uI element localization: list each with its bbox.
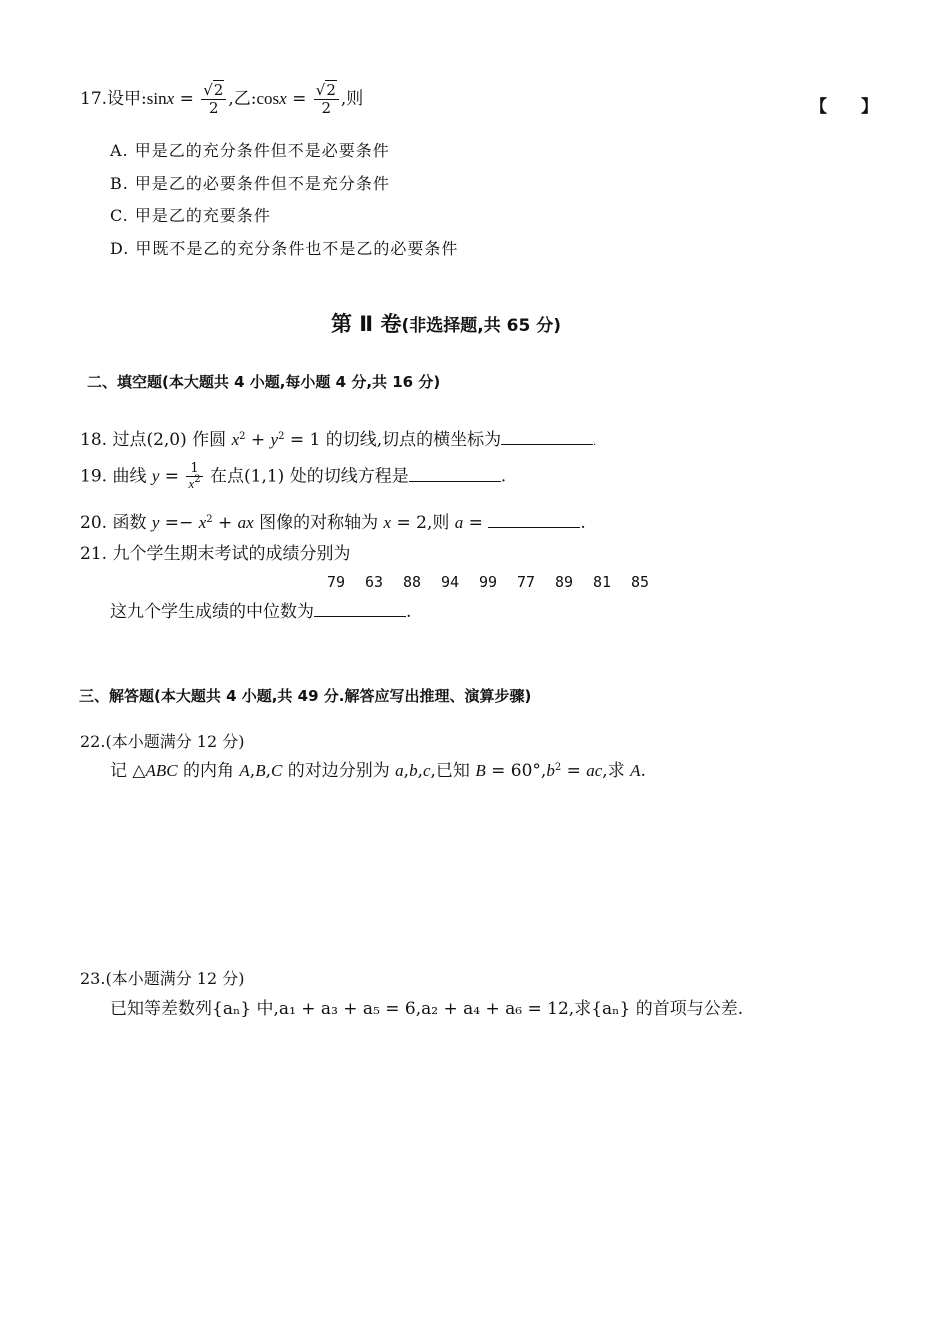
question-22-body bbox=[110, 760, 646, 782]
q17-colon: : bbox=[141, 89, 147, 109]
q17-x-2: x bbox=[279, 89, 287, 108]
q19-den-sup: 2 bbox=[194, 474, 201, 485]
q18-sup-1: 2 bbox=[239, 431, 246, 442]
q18-x: x bbox=[231, 430, 240, 449]
q22-text-f: = 60°, bbox=[485, 761, 547, 781]
section-2-title-main: 第 Ⅱ 卷 bbox=[331, 312, 402, 336]
q22-eq: = bbox=[561, 761, 587, 781]
question-22-header: 22.(本小题满分 12 分) bbox=[80, 732, 245, 751]
q18-text-b: = 1 的切线,切点的横坐标为 bbox=[284, 430, 502, 450]
q19-numerator: 1 bbox=[186, 462, 202, 477]
q18-sup-2: 2 bbox=[278, 431, 285, 442]
answer-bracket: 【 】 bbox=[810, 97, 878, 117]
score: 77 bbox=[517, 573, 536, 591]
q20-text-d: 图像的对称轴为 bbox=[253, 513, 384, 533]
section-2-title bbox=[331, 308, 561, 338]
q20-sup: 2 bbox=[206, 514, 213, 525]
q20-text-e: = 2,则 bbox=[391, 513, 455, 533]
q22-text-a: 记 △ bbox=[110, 761, 146, 781]
q22-comma: , bbox=[265, 761, 271, 781]
q17-option-a: A. 甲是乙的充分条件但不是必要条件 bbox=[110, 141, 390, 160]
q22-b-angle: B bbox=[475, 761, 486, 780]
question-21: 21. 九个学生期末考试的成绩分别为 bbox=[80, 544, 351, 564]
q17-den: 2 bbox=[209, 99, 219, 117]
question-18 bbox=[80, 429, 596, 454]
q22-text-b: 的内角 bbox=[177, 761, 240, 781]
q17-den-2: 2 bbox=[321, 99, 332, 117]
q20-plus: + bbox=[212, 513, 238, 533]
q22-comma: , bbox=[417, 761, 423, 781]
q17-option-c: C. 甲是乙的充要条件 bbox=[110, 206, 271, 225]
score: 81 bbox=[593, 573, 612, 591]
q17-fraction-1: $\frac{√2}{2}$ bbox=[201, 82, 226, 117]
q20-eq: = bbox=[463, 513, 489, 533]
q22-abc: ABC bbox=[145, 761, 178, 780]
question-17 bbox=[80, 82, 363, 117]
q22-text-h: ,求 bbox=[602, 761, 631, 781]
q17-tail: ,则 bbox=[340, 89, 364, 109]
q22-side-c: c bbox=[422, 761, 431, 780]
question-20 bbox=[80, 512, 586, 534]
q17-yi: ,乙 bbox=[228, 89, 251, 109]
q22-side-b: b bbox=[409, 761, 418, 780]
part-3-heading: 三、解答题(本大题共 4 小题,共 49 分.解答应写出推理、演算步骤) bbox=[79, 687, 532, 705]
q19-fraction bbox=[186, 462, 202, 492]
q20-text-a: 20. 函数 bbox=[80, 513, 152, 533]
q21-answer-blank[interactable] bbox=[314, 615, 406, 617]
score: 88 bbox=[403, 573, 422, 591]
score: 99 bbox=[479, 573, 498, 591]
q22-sup: 2 bbox=[554, 762, 562, 773]
q19-text-b: 在点(1,1) 处的切线方程是 bbox=[204, 466, 409, 487]
q22-side-a: a bbox=[395, 761, 404, 780]
q21-scores bbox=[327, 573, 661, 591]
q22-answer-a: A bbox=[630, 761, 641, 780]
q17-fraction-2: $\frac{√2}{2}$ bbox=[314, 82, 339, 117]
q17-lead: 设甲 bbox=[107, 89, 142, 109]
q20-a: a bbox=[454, 513, 464, 532]
score: 79 bbox=[327, 573, 346, 591]
q20-ax: ax bbox=[237, 513, 254, 532]
question-23-body: 已知等差数列{aₙ} 中,a₁ + a₃ + a₅ = 6,a₂ + a₄ + a₆ = 12,求{aₙ} 的首项与公差. bbox=[110, 999, 744, 1019]
q19-text-a: 19. 曲线 bbox=[80, 466, 152, 487]
q17-colon-2: : bbox=[250, 89, 257, 109]
q22-angle-a: A bbox=[239, 761, 250, 780]
q22-angle-c: C bbox=[271, 761, 283, 780]
q18-y: y bbox=[270, 430, 279, 449]
q22-comma: , bbox=[403, 761, 410, 781]
q19-den-x: x bbox=[188, 476, 195, 491]
score: 89 bbox=[555, 573, 574, 591]
q17-eq: = bbox=[174, 89, 200, 109]
q22-text-d: 的对边分别为 bbox=[282, 761, 396, 781]
q22-b-squared: b bbox=[546, 761, 555, 780]
q21-text-b: 这九个学生成绩的中位数为 bbox=[110, 602, 314, 622]
q17-eq-2: = bbox=[286, 89, 312, 109]
q18-plus: + bbox=[245, 430, 271, 450]
q17-option-b: B. 甲是乙的必要条件但不是充分条件 bbox=[110, 174, 390, 193]
question-19 bbox=[80, 462, 506, 492]
score: 85 bbox=[631, 573, 650, 591]
q17-sin: sin bbox=[146, 89, 167, 108]
q19-answer-blank[interactable] bbox=[409, 480, 501, 482]
q21-period: . bbox=[406, 602, 412, 622]
q17-cos: cos bbox=[256, 89, 280, 108]
score: 94 bbox=[441, 573, 460, 591]
q22-angle-b: B bbox=[255, 761, 266, 780]
q17-x: x bbox=[166, 89, 175, 108]
q19-eq: = bbox=[159, 466, 185, 487]
q17-option-d: D. 甲既不是乙的充分条件也不是乙的必要条件 bbox=[110, 239, 459, 258]
q20-x-2: x bbox=[383, 513, 392, 532]
q20-answer-blank[interactable] bbox=[488, 526, 580, 528]
q19-y: y bbox=[151, 466, 160, 486]
q20-x: x bbox=[198, 513, 207, 532]
q18-answer-blank[interactable] bbox=[501, 443, 593, 445]
section-2-title-sub: (非选择题,共 65 分) bbox=[401, 316, 561, 336]
q22-period: . bbox=[640, 761, 646, 781]
q22-text-e: ,已知 bbox=[430, 761, 476, 781]
q17-sqrt-value-2: 2 bbox=[326, 81, 336, 99]
score: 63 bbox=[365, 573, 384, 591]
q22-ac: ac bbox=[586, 761, 603, 780]
q20-y: y bbox=[151, 513, 160, 532]
q18-text-a: 18. 过点(2,0) 作圆 bbox=[80, 430, 232, 450]
q18-period: . bbox=[593, 437, 597, 448]
q17-sqrt-value: 2 bbox=[213, 81, 224, 99]
q19-period: . bbox=[500, 466, 507, 487]
q17-number: 17. bbox=[80, 89, 108, 109]
question-23-header: 23.(本小题满分 12 分) bbox=[80, 969, 245, 988]
q21-median-line bbox=[110, 601, 411, 623]
q20-text-b: =− bbox=[159, 513, 199, 533]
part-2-heading: 二、填空题(本大题共 4 小题,每小题 4 分,共 16 分) bbox=[87, 373, 441, 391]
q20-period: . bbox=[580, 513, 586, 533]
q22-comma: , bbox=[249, 761, 256, 781]
